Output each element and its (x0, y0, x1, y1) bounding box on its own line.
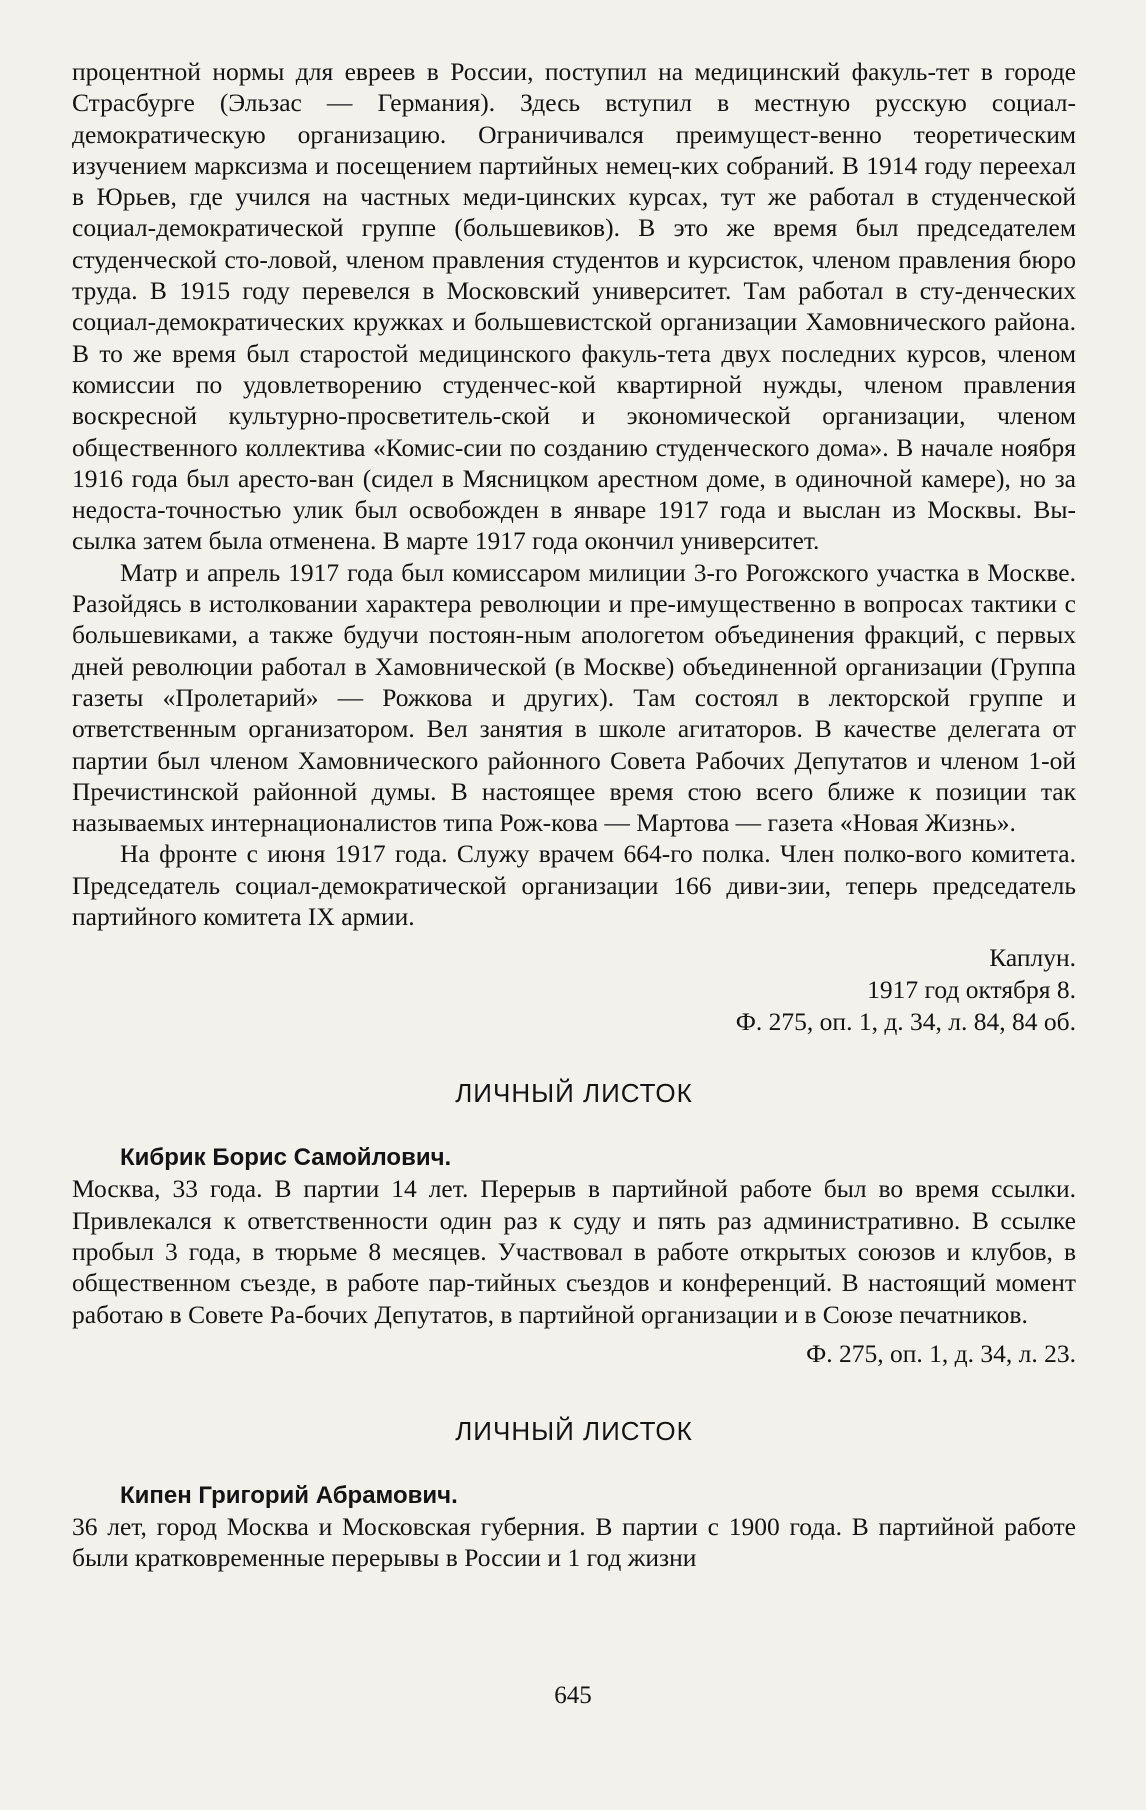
sheet-text-1: Москва, 33 года. В партии 14 лет. Перерыв в партийной работе был во время ссылки. Привлекался к ответственности один раз к суду и пять раз административно. В ссылке пробыл 3 года, в тюрьме 8 месяцев. Участвовал в работе открытых союзов и клубов, в общественном съезде, в работе пар-тийных съездов и конференций. В настоящий момент работаю в Совете Ра-бочих Депутатов, в партийной организации и в Союзе печатников. (72, 1174, 1076, 1329)
person-name-2: Кипен Григорий Абрамович. (120, 1481, 458, 1509)
body-paragraph-3: На фронте с июня 1917 года. Служу врачем 664-го полка. Член полко-вого комитета. Председатель социал-демократической организации 166 диви-зии, теперь председатель партийного комитета IX армии. (72, 839, 1076, 932)
body-paragraph-2: Матр и апрель 1917 года был комиссаром милиции 3-го Рогожского участка в Москве. Разойдясь в истолковании характера революции и пре-имущественно в вопросах тактики с большевиками, а также будучи постоян-ным апологетом объединения фракций, с первых дней революции работал в Хамовнической (в Москве) объединенной организации (Группа газеты «Пролетарий» — Рожкова и других). Там состоял в лекторской группе и ответственным организатором. Вел занятия в школе агитаторов. В качестве делегата от партии был членом Хамовнического районного Совета Рабочих Депутатов и членом 1-ой Пречистинской районной думы. В настоящее время стою всего ближе к позиции так называемых интернационалистов типа Рож-кова — Мартова — газета «Новая Жизнь». (72, 557, 1076, 838)
signature: Каплун. (989, 943, 1076, 973)
sheet-text-2: 36 лет, город Москва и Московская губерния. В партии с 1900 года. В партийной работе были кратковременные перерывы в России и 1 год жизни (72, 1511, 1076, 1573)
letter-date: 1917 год октября 8. (867, 975, 1076, 1005)
document-page (72, 56, 1076, 1573)
archive-reference-2: Ф. 275, оп. 1, д. 34, л. 23. (806, 1338, 1076, 1368)
page-number: 645 (554, 1682, 592, 1709)
person-name-1: Кибрик Борис Самойлович. (120, 1144, 452, 1172)
body-paragraph-1: процентной нормы для евреев в России, поступил на медицинский факуль-тет в городе Страсбурге (Эльзас — Германия). Здесь вступил в местную русскую социал-демократическую организацию. Ограничивался преимущест-венно теоретическим изучением марксизма и посещением партийных немец-ких собраний. В 1914 году переехал в Юрьев, где учился на частных меди-цинских курсах, тут же работал в студенческой социал-демократической группе (большевиков). В это же время был председателем студенческой сто-ловой, членом правления студентов и курсисток, членом правления бюро труда. В 1915 году перевелся в Московский университет. Там работал в сту-денческих социал-демократических кружках и большевистской организации Хамовнического района. В то же время был старостой медицинского факуль-тета двух последних курсов, членом комиссии по удовлетворению студенчес-кой квартирной нужды, членом правления воскресной культурно-просветитель-ской и экономической организации, членом общественного коллектива «Комис-сии по созданию студенческого дома». В начале ноября 1916 года был аресто-ван (сидел в Мясницком арестном доме, в одиночной камере), но за недоста-точностью улик был освобожден в январе 1917 года и выслан из Москвы. Вы-сылка затем была отменена. В марте 1917 года окончил университет. (72, 57, 1076, 556)
sheet-title-1: ЛИЧНЫЙ ЛИСТОК (455, 1078, 693, 1109)
archive-reference-1: Ф. 275, оп. 1, д. 34, л. 84, 84 об. (735, 1007, 1076, 1037)
sheet-title-2: ЛИЧНЫЙ ЛИСТОК (455, 1415, 693, 1446)
